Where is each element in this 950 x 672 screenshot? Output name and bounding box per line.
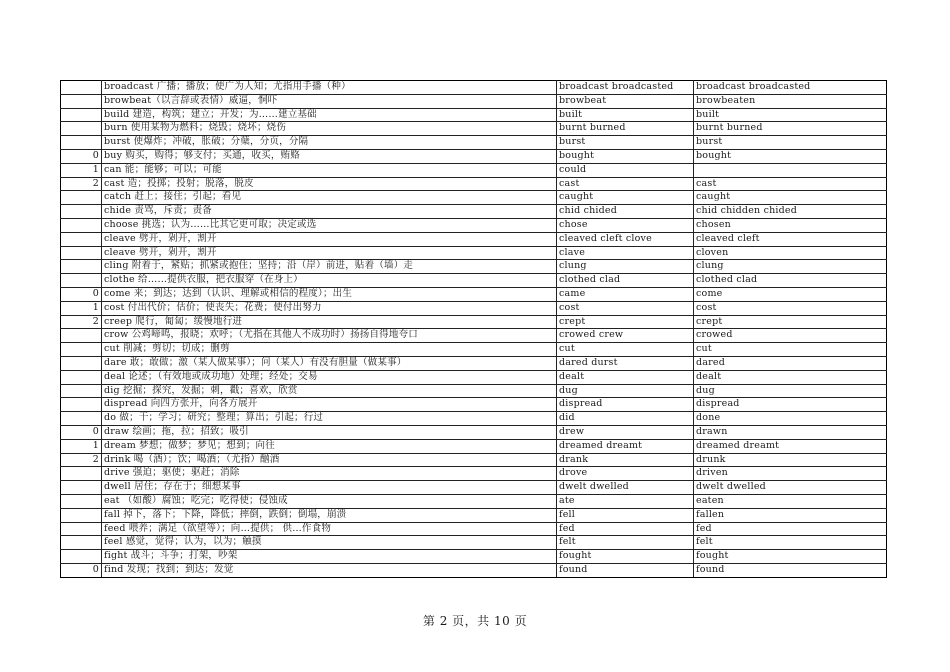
table-row [61, 177, 887, 191]
row-index-cell[interactable] [61, 81, 102, 95]
row-index-cell[interactable] [61, 232, 102, 246]
past-tense-cell[interactable]: dared durst [557, 356, 694, 370]
definition-cell[interactable]: cast 造；投掷；投射；脱落，脱皮 [102, 177, 557, 191]
past-participle-cell[interactable]: dispread [694, 398, 887, 412]
past-participle-cell[interactable]: chid chidden chided [694, 205, 887, 219]
past-tense-cell[interactable]: found [557, 563, 694, 577]
row-index-cell[interactable]: 2 [61, 315, 102, 329]
row-index-cell[interactable] [61, 536, 102, 550]
definition-cell[interactable]: drink 喝（酒）；饮；喝酒；（尤指）酗酒 [102, 453, 557, 467]
past-participle-cell[interactable]: dreamed dreamt [694, 439, 887, 453]
past-tense-cell[interactable]: chose [557, 218, 694, 232]
row-index-cell[interactable] [61, 481, 102, 495]
table-row [61, 439, 887, 453]
definition-cell[interactable]: creep 爬行，匍匐；缓慢地行进 [102, 315, 557, 329]
table-row [61, 287, 887, 301]
definition-cell[interactable]: dream 梦想；做梦；梦见；想到；向往 [102, 439, 557, 453]
definition-cell[interactable]: feel 感觉，觉得；认为，以为；触摸 [102, 536, 557, 550]
table-row [61, 494, 887, 508]
row-index-cell[interactable] [61, 356, 102, 370]
past-participle-cell[interactable]: driven [694, 467, 887, 481]
table-row [61, 274, 887, 288]
table-row [61, 370, 887, 384]
table-row [61, 398, 887, 412]
table-row [61, 149, 887, 163]
past-tense-cell[interactable]: bought [557, 149, 694, 163]
past-participle-cell[interactable]: caught [694, 191, 887, 205]
row-index-cell[interactable] [61, 522, 102, 536]
past-participle-cell[interactable]: felt [694, 536, 887, 550]
table-row [61, 315, 887, 329]
definition-cell[interactable]: cleave 劈开，剁开，割开 [102, 246, 557, 260]
past-tense-cell[interactable]: drove [557, 467, 694, 481]
past-tense-cell[interactable]: cast [557, 177, 694, 191]
past-tense-cell[interactable]: fell [557, 508, 694, 522]
definition-cell[interactable]: draw 绘画；拖，拉；招致；吸引 [102, 425, 557, 439]
definition-cell[interactable]: choose 挑选；认为……比其它更可取；决定或选 [102, 218, 557, 232]
row-index-cell[interactable] [61, 94, 102, 108]
past-tense-cell[interactable]: cleaved cleft clove [557, 232, 694, 246]
definition-cell[interactable]: drive 强迫；驱使；驱赶；消除 [102, 467, 557, 481]
past-tense-cell[interactable]: browbeat [557, 94, 694, 108]
row-index-cell[interactable]: 1 [61, 301, 102, 315]
definition-cell[interactable]: feed 喂养；满足（欲望等）；向…提供； 供…作食物 [102, 522, 557, 536]
table-row [61, 412, 887, 426]
past-tense-cell[interactable]: cost [557, 301, 694, 315]
definition-cell[interactable]: deal 论述；（有效地或成功地）处理；经处；交易 [102, 370, 557, 384]
past-tense-cell[interactable]: burnt burned [557, 122, 694, 136]
past-participle-cell[interactable]: dealt [694, 370, 887, 384]
definition-cell[interactable]: cut 削减；剪切；切成；删剪 [102, 343, 557, 357]
table-row [61, 536, 887, 550]
past-tense-cell[interactable]: crowed crew [557, 329, 694, 343]
table-row [61, 343, 887, 357]
row-index-cell[interactable] [61, 370, 102, 384]
table-row [61, 425, 887, 439]
past-tense-cell[interactable]: caught [557, 191, 694, 205]
definition-cell[interactable]: crow 公鸡啼鸣，报晓；欢呼；（尤指在其他人不成功时）扬扬自得地夸口 [102, 329, 557, 343]
past-tense-cell[interactable]: clung [557, 260, 694, 274]
past-tense-cell[interactable]: clave [557, 246, 694, 260]
past-participle-cell[interactable]: drawn [694, 425, 887, 439]
definition-cell[interactable]: build 建造，构筑；建立；开发；为……建立基础 [102, 108, 557, 122]
past-tense-cell[interactable]: drank [557, 453, 694, 467]
past-participle-cell[interactable]: dug [694, 384, 887, 398]
row-index-cell[interactable] [61, 398, 102, 412]
past-participle-cell[interactable]: cloven [694, 246, 887, 260]
row-index-cell[interactable]: 0 [61, 149, 102, 163]
row-index-cell[interactable] [61, 329, 102, 343]
past-tense-cell[interactable]: ate [557, 494, 694, 508]
table-row [61, 550, 887, 564]
past-participle-cell[interactable]: fought [694, 550, 887, 564]
past-participle-cell[interactable]: done [694, 412, 887, 426]
row-index-cell[interactable] [61, 467, 102, 481]
past-participle-cell[interactable]: chosen [694, 218, 887, 232]
past-participle-cell[interactable]: drunk [694, 453, 887, 467]
row-index-cell[interactable]: 2 [61, 453, 102, 467]
past-participle-cell[interactable]: crept [694, 315, 887, 329]
past-participle-cell[interactable]: cut [694, 343, 887, 357]
row-index-cell[interactable] [61, 246, 102, 260]
row-index-cell[interactable] [61, 218, 102, 232]
table-row [61, 191, 887, 205]
past-tense-cell[interactable]: dug [557, 384, 694, 398]
past-tense-cell[interactable]: felt [557, 536, 694, 550]
table-row [61, 260, 887, 274]
row-index-cell[interactable] [61, 343, 102, 357]
table-row [61, 301, 887, 315]
row-index-cell[interactable]: 2 [61, 177, 102, 191]
past-participle-cell[interactable] [694, 163, 887, 177]
past-tense-cell[interactable]: dispread [557, 398, 694, 412]
table-row [61, 384, 887, 398]
table-row [61, 81, 887, 95]
past-participle-cell[interactable]: broadcast broadcasted [694, 81, 887, 95]
past-tense-cell[interactable]: fed [557, 522, 694, 536]
past-participle-cell[interactable]: cast [694, 177, 887, 191]
past-tense-cell[interactable]: broadcast broadcasted [557, 81, 694, 95]
past-participle-cell[interactable]: fed [694, 522, 887, 536]
table-row [61, 205, 887, 219]
past-tense-cell[interactable]: dreamed dreamt [557, 439, 694, 453]
definition-cell[interactable]: dwell 居住；存在于；细想某事 [102, 481, 557, 495]
table-row [61, 356, 887, 370]
definition-cell[interactable]: find 发现；找到；到达；发觉 [102, 563, 557, 577]
past-participle-cell[interactable]: eaten [694, 494, 887, 508]
definition-cell[interactable]: burn 使用某物为燃料；烧毁；烧坏；烧伤 [102, 122, 557, 136]
row-index-cell[interactable] [61, 136, 102, 150]
past-participle-cell[interactable]: burnt burned [694, 122, 887, 136]
past-tense-cell[interactable]: burst [557, 136, 694, 150]
definition-cell[interactable]: clothe 给……提供衣服，把衣服穿（在身上） [102, 274, 557, 288]
row-index-cell[interactable] [61, 494, 102, 508]
definition-cell[interactable]: dare 敢；敢做；激（某人做某事）；问（某人）有没有胆量（做某事） [102, 356, 557, 370]
table-row [61, 246, 887, 260]
definition-cell[interactable]: fight 战斗；斗争；打架，吵架 [102, 550, 557, 564]
table-row [61, 563, 887, 577]
table-row [61, 108, 887, 122]
definition-cell[interactable]: cost 付出代价；估价；使丧失；花费；使付出努力 [102, 301, 557, 315]
table-row [61, 481, 887, 495]
row-index-cell[interactable] [61, 191, 102, 205]
row-index-cell[interactable]: 0 [61, 563, 102, 577]
definition-cell[interactable]: cleave 劈开，剁开，割开 [102, 232, 557, 246]
definition-cell[interactable]: chide 责骂，斥责；责备 [102, 205, 557, 219]
past-participle-cell[interactable]: bought [694, 149, 887, 163]
past-tense-cell[interactable]: cut [557, 343, 694, 357]
row-index-cell[interactable] [61, 508, 102, 522]
definition-cell[interactable]: buy 购买，购得；够支付；买通，收买，贿赂 [102, 149, 557, 163]
row-index-cell[interactable] [61, 384, 102, 398]
past-tense-cell[interactable]: could [557, 163, 694, 177]
row-index-cell[interactable]: 0 [61, 287, 102, 301]
table-row [61, 522, 887, 536]
row-index-cell[interactable] [61, 274, 102, 288]
table-row [61, 467, 887, 481]
page-footer: 第 2 页，共 10 页 [422, 614, 528, 628]
definition-cell[interactable]: dispread 向四方张开，向各方展开 [102, 398, 557, 412]
row-index-cell[interactable] [61, 122, 102, 136]
past-participle-cell[interactable]: come [694, 287, 887, 301]
past-tense-cell[interactable]: fought [557, 550, 694, 564]
definition-cell[interactable]: catch 赶上；接住；引起；看见 [102, 191, 557, 205]
past-tense-cell[interactable]: drew [557, 425, 694, 439]
row-index-cell[interactable] [61, 412, 102, 426]
definition-cell[interactable]: dig 挖掘；探究，发掘；刺，戳；喜欢，欣赏 [102, 384, 557, 398]
past-participle-cell[interactable]: found [694, 563, 887, 577]
row-index-cell[interactable]: 1 [61, 439, 102, 453]
definition-cell[interactable]: come 来；到达；达到（认识、理解或相信的程度）；出生 [102, 287, 557, 301]
definition-cell[interactable]: burst 使爆炸；冲破，胀破；分蘖，分页，分隔 [102, 136, 557, 150]
past-participle-cell[interactable]: clothed clad [694, 274, 887, 288]
table-row [61, 94, 887, 108]
definition-cell[interactable]: fall 掉下，落下；下降，降低；摔倒，跌倒；倒塌，崩溃 [102, 508, 557, 522]
table-row [61, 329, 887, 343]
past-participle-cell[interactable]: dwelt dwelled [694, 481, 887, 495]
row-index-cell[interactable] [61, 108, 102, 122]
past-participle-cell[interactable]: fallen [694, 508, 887, 522]
past-tense-cell[interactable]: came [557, 287, 694, 301]
table-row [61, 508, 887, 522]
past-participle-cell[interactable]: cleaved cleft [694, 232, 887, 246]
row-index-cell[interactable] [61, 550, 102, 564]
past-participle-cell[interactable]: browbeaten [694, 94, 887, 108]
table-row [61, 122, 887, 136]
definition-cell[interactable]: cling 附着于，紧贴；抓紧或抱住；坚持；沿（岸）前进，贴着（墙）走 [102, 260, 557, 274]
definition-cell[interactable]: do 做；干；学习；研究；整理；算出；引起；行过 [102, 412, 557, 426]
row-index-cell[interactable]: 1 [61, 163, 102, 177]
past-participle-cell[interactable]: clung [694, 260, 887, 274]
row-index-cell[interactable] [61, 205, 102, 219]
table-row [61, 453, 887, 467]
definition-cell[interactable]: eat （如酸）腐蚀；吃完；吃得使；侵蚀成 [102, 494, 557, 508]
past-participle-cell[interactable]: dared [694, 356, 887, 370]
past-tense-cell[interactable]: dwelt dwelled [557, 481, 694, 495]
row-index-cell[interactable]: 0 [61, 425, 102, 439]
past-tense-cell[interactable]: did [557, 412, 694, 426]
table-row [61, 136, 887, 150]
row-index-cell[interactable] [61, 260, 102, 274]
table-row [61, 218, 887, 232]
past-participle-cell[interactable]: burst [694, 136, 887, 150]
past-participle-cell[interactable]: built [694, 108, 887, 122]
definition-cell[interactable]: can 能；能够；可以；可能 [102, 163, 557, 177]
past-tense-cell[interactable]: crept [557, 315, 694, 329]
past-tense-cell[interactable]: chid chided [557, 205, 694, 219]
past-participle-cell[interactable]: crowed [694, 329, 887, 343]
table-row [61, 232, 887, 246]
definition-cell[interactable]: broadcast 广播；播放；使广为人知；尤指用手播（种） [102, 81, 557, 95]
past-tense-cell[interactable]: built [557, 108, 694, 122]
verb-table [60, 80, 887, 578]
definition-cell[interactable]: browbeat（以言辞或表情）威逼，恫吓 [102, 94, 557, 108]
past-participle-cell[interactable]: cost [694, 301, 887, 315]
past-tense-cell[interactable]: dealt [557, 370, 694, 384]
table-row [61, 163, 887, 177]
past-tense-cell[interactable]: clothed clad [557, 274, 694, 288]
